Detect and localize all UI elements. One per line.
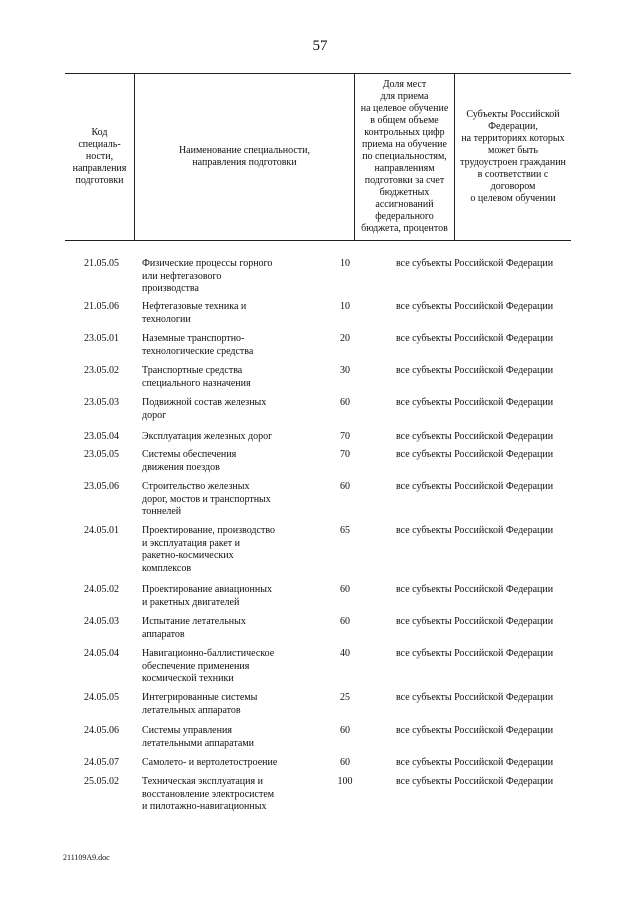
row-name: Техническая эксплуатация и восстановление электросистем и пилотажно-навигационных — [142, 776, 275, 812]
row-code: 23.05.01 — [84, 333, 119, 344]
row-share: 25 — [340, 692, 350, 703]
row-subjects: все субъекты Российской Федерации — [396, 397, 554, 408]
row-name: Проектирование авиационных и ракетных двигателей — [142, 584, 272, 608]
row-name: Нефтегазовые техника и технологии — [142, 301, 247, 325]
row-name: Самолето- и вертолетостроение — [142, 757, 278, 768]
row-name: Подвижной состав железных дорог — [142, 397, 267, 421]
header-subjects: Субъекты Российской Федерации, на территориях которых может быть трудоустроен гражданин в соответствии с договором о целевом обучении — [460, 109, 566, 204]
row-code: 24.05.07 — [84, 757, 119, 768]
row-subjects: все субъекты Российской Федерации — [396, 481, 554, 492]
table-header — [65, 73, 571, 241]
row-code: 23.05.02 — [84, 365, 119, 376]
row-subjects: все субъекты Российской Федерации — [396, 757, 554, 768]
row-name: Наземные транспортно- технологические средства — [142, 333, 254, 357]
row-name: Системы управления летательными аппаратами — [142, 725, 254, 749]
row-subjects: все субъекты Российской Федерации — [396, 616, 554, 627]
row-name: Испытание летательных аппаратов — [142, 616, 246, 640]
row-share: 65 — [340, 525, 350, 536]
row-code: 21.05.05 — [84, 258, 119, 269]
row-share: 70 — [340, 449, 350, 460]
row-name: Интегрированные системы летательных аппаратов — [142, 692, 258, 716]
header-share: Доля мест для приема на целевое обучение в общем объеме контрольных цифр приема на обучение по специальностям, направлениям подготовки за счет бюджетных ассигнований федерального бюджета, процентов — [355, 74, 455, 240]
row-subjects: все субъекты Российской Федерации — [396, 301, 554, 312]
page-number: 57 — [312, 38, 328, 54]
row-code: 24.05.05 — [84, 692, 119, 703]
row-code: 25.05.02 — [84, 776, 119, 787]
row-name: Физические процессы горного или нефтегазового производства — [142, 258, 273, 294]
document-id: 211109A9.doc — [63, 853, 110, 862]
row-code: 23.05.06 — [84, 481, 119, 492]
row-name: Проектирование, производство и эксплуатация ракет и ракетно-космических комплексов — [142, 525, 275, 574]
row-share: 30 — [340, 365, 350, 376]
row-subjects: все субъекты Российской Федерации — [396, 584, 554, 595]
row-subjects: все субъекты Российской Федерации — [396, 431, 554, 442]
row-share: 60 — [340, 757, 350, 768]
row-subjects: все субъекты Российской Федерации — [396, 333, 554, 344]
row-share: 10 — [340, 258, 350, 269]
row-subjects: все субъекты Российской Федерации — [396, 692, 554, 703]
row-name: Транспортные средства специального назначения — [142, 365, 251, 389]
header-code: Код специаль- ности, направления подготовки — [65, 74, 135, 240]
row-share: 60 — [340, 481, 350, 492]
row-subjects: все субъекты Российской Федерации — [396, 525, 554, 536]
row-name: Эксплуатация железных дорог — [142, 431, 273, 442]
row-share: 70 — [340, 431, 350, 442]
row-subjects: все субъекты Российской Федерации — [396, 365, 554, 376]
row-subjects: все субъекты Российской Федерации — [396, 449, 554, 460]
row-code: 23.05.03 — [84, 397, 119, 408]
row-subjects: все субъекты Российской Федерации — [396, 776, 554, 787]
row-code: 23.05.04 — [84, 431, 119, 442]
row-share: 10 — [340, 301, 350, 312]
row-code: 21.05.06 — [84, 301, 119, 312]
row-name: Навигационно-баллистическое обеспечение применения космической техники — [142, 648, 275, 684]
row-share: 60 — [340, 616, 350, 627]
row-share: 60 — [340, 725, 350, 736]
row-subjects: все субъекты Российской Федерации — [396, 648, 554, 659]
row-subjects: все субъекты Российской Федерации — [396, 725, 554, 736]
row-name: Строительство железных дорог, мостов и транспортных тоннелей — [142, 481, 271, 517]
row-share: 40 — [340, 648, 350, 659]
row-code: 24.05.03 — [84, 616, 119, 627]
row-code: 24.05.01 — [84, 525, 119, 536]
row-share: 20 — [340, 333, 350, 344]
row-name: Системы обеспечения движения поездов — [142, 449, 237, 473]
row-code: 23.05.05 — [84, 449, 119, 460]
row-code: 24.05.04 — [84, 648, 119, 659]
row-code: 24.05.06 — [84, 725, 119, 736]
header-name: Наименование специальности, направления подготовки — [135, 74, 355, 240]
row-subjects: все субъекты Российской Федерации — [396, 258, 554, 269]
row-share: 60 — [340, 397, 350, 408]
row-share: 100 — [337, 776, 353, 787]
row-share: 60 — [340, 584, 350, 595]
row-code: 24.05.02 — [84, 584, 119, 595]
